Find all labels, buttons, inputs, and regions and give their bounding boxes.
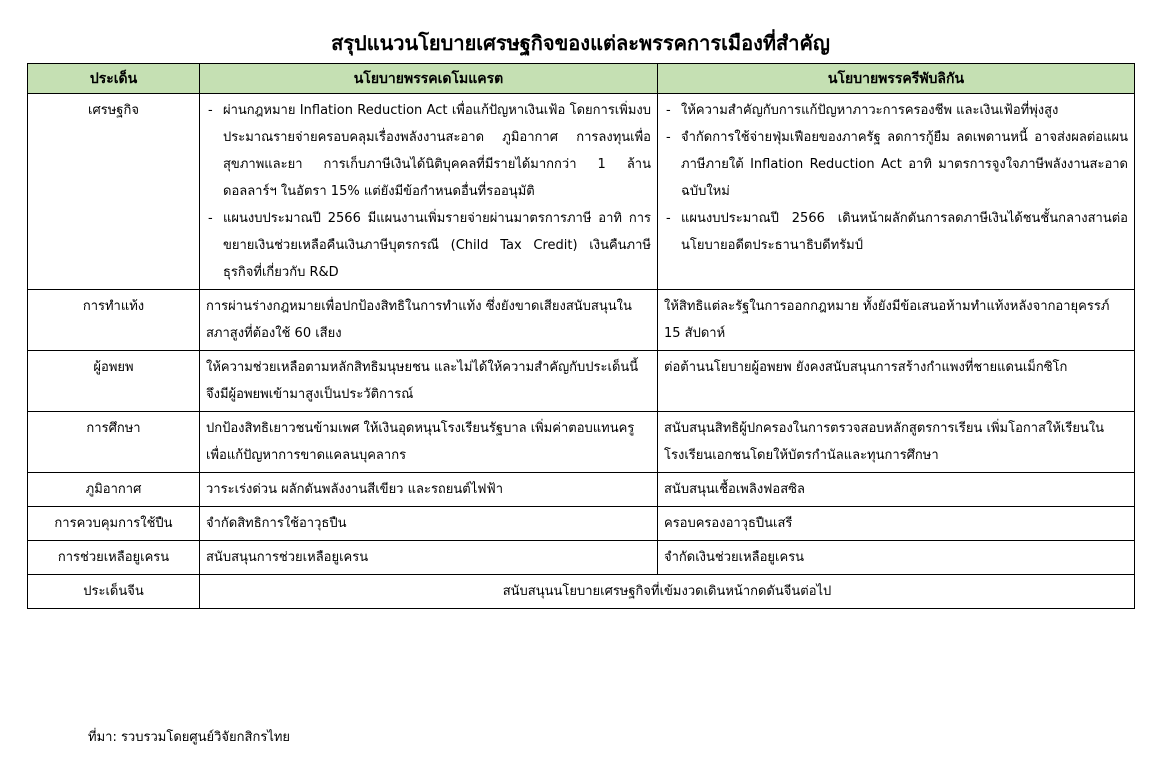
democrat-cell: จำกัดสิทธิการใช้อาวุธปืน	[200, 507, 658, 541]
republican-cell: ครอบครองอาวุธปืนเสรี	[658, 507, 1135, 541]
topic-cell: ประเด็นจีน	[28, 575, 200, 609]
table-row-economy	[28, 94, 1135, 290]
topic-cell: การทำแท้ง	[28, 290, 200, 351]
republican-cell: จำกัดเงินช่วยเหลือยูเครน	[658, 541, 1135, 575]
bullet-item: - จำกัดการใช้จ่ายฟุ่มเฟือยของภาครัฐ ลดการกู้ยืม ลดเพดานหนี้ อาจส่งผลต่อแผนภาษีภายใต้ Inflation Reduction Act อาทิ มาตรการจูงใจภาษีพลังงานสะอาดฉบับใหม่	[664, 124, 1128, 205]
source-note: ที่มา: รวบรวมโดยศูนย์วิจัยกสิกรไทย	[88, 730, 291, 745]
table-row-gun-control	[28, 507, 1135, 541]
table-row-china	[28, 575, 1135, 609]
table-row-education	[28, 412, 1135, 473]
table-row-ukraine-aid	[28, 541, 1135, 575]
republican-cell: สนับสนุนเชื้อเพลิงฟอสซิล	[658, 473, 1135, 507]
democrat-cell: ให้ความช่วยเหลือตามหลักสิทธิมนุษยชน และไม่ได้ให้ความสำคัญกับประเด็นนี้จึงมีผู้อพยพเข้ามาสูงเป็นประวัติการณ์	[200, 351, 658, 412]
table-row-immigration	[28, 351, 1135, 412]
topic-cell: ผู้อพยพ	[28, 351, 200, 412]
democrat-cell: สนับสนุนการช่วยเหลือยูเครน	[200, 541, 658, 575]
democrat-cell: ปกป้องสิทธิเยาวชนข้ามเพศ ให้เงินอุดหนุนโรงเรียนรัฐบาล เพิ่มค่าตอบแทนครูเพื่อแก้ปัญหาการขาดแคลนบุคลากร	[200, 412, 658, 473]
header-democrat: นโยบายพรรคเดโมแครต	[200, 64, 658, 94]
bullet-item: - ผ่านกฎหมาย Inflation Reduction Act เพื่อแก้ปัญหาเงินเฟ้อ โดยการเพิ่มงบประมาณรายจ่ายครอบคลุมเรื่องพลังงานสะอาด ภูมิอากาศ การลงทุนเพื่อสุขภาพและยา การเก็บภาษีเงินได้นิติบุคคลที่มีรายได้มากกว่า 1 ล้านดอลลาร์ฯ ในอัตรา 15% แต่ยังมีข้อกำหนดอื่นที่รออนุมัติ	[206, 97, 651, 205]
bullet-item: - แผนงบประมาณปี 2566 เดินหน้าผลักดันการลดภาษีเงินได้ชนชั้นกลางสานต่อนโยบายอดีตประธานาธิบดีทรัมป์	[664, 205, 1128, 259]
bullet-item: - แผนงบประมาณปี 2566 มีแผนงานเพิ่มรายจ่ายผ่านมาตรการภาษี อาทิ การขยายเงินช่วยเหลือคืนเงินภาษีบุตรกรณี (Child Tax Credit) เงินคืนภาษีธุรกิจที่เกี่ยวกับ R&D	[206, 205, 651, 286]
democrat-cell	[200, 94, 658, 290]
topic-cell: เศรษฐกิจ	[28, 94, 200, 290]
bullet-item: - ให้ความสำคัญกับการแก้ปัญหาภาวะการครองชีพ และเงินเฟ้อที่พุ่งสูง	[664, 97, 1128, 124]
republican-cell	[658, 94, 1135, 290]
democrat-cell: วาระเร่งด่วน ผลักดันพลังงานสีเขียว และรถยนต์ไฟฟ้า	[200, 473, 658, 507]
document-title: สรุปแนวนโยบายเศรษฐกิจของแต่ละพรรคการเมืองที่สำคัญ	[331, 31, 830, 55]
topic-cell: การศึกษา	[28, 412, 200, 473]
republican-cell: ต่อต้านนโยบายผู้อพยพ ยังคงสนับสนุนการสร้างกำแพงที่ชายแดนเม็กซิโก	[658, 351, 1135, 412]
democrat-bullet-list	[206, 97, 651, 286]
header-republican: นโยบายพรรครีพับลิกัน	[658, 64, 1135, 94]
republican-bullet-list	[664, 97, 1128, 259]
topic-cell: การช่วยเหลือยูเครน	[28, 541, 200, 575]
table-row-climate	[28, 473, 1135, 507]
republican-cell: ให้สิทธิแต่ละรัฐในการออกกฎหมาย ทั้งยังมีข้อเสนอห้ามทำแท้งหลังจากอายุครรภ์ 15 สัปดาห์	[658, 290, 1135, 351]
header-topic: ประเด็น	[28, 64, 200, 94]
democrat-cell: การผ่านร่างกฎหมายเพื่อปกป้องสิทธิในการทำแท้ง ซึ่งยังขาดเสียงสนับสนุนในสภาสูงที่ต้องใช้ 60 เสียง	[200, 290, 658, 351]
policy-comparison-table	[27, 63, 1135, 609]
republican-cell: สนับสนุนสิทธิผู้ปกครองในการตรวจสอบหลักสูตรการเรียน เพิ่มโอกาสให้เรียนในโรงเรียนเอกชนโดยให้บัตรกำนัลและทุนการศึกษา	[658, 412, 1135, 473]
shared-policy-cell: สนับสนุนนโยบายเศรษฐกิจที่เข้มงวดเดินหน้ากดดันจีนต่อไป	[200, 575, 1135, 609]
table-row-abortion	[28, 290, 1135, 351]
table-header-row	[28, 64, 1135, 94]
topic-cell: การควบคุมการใช้ปืน	[28, 507, 200, 541]
topic-cell: ภูมิอากาศ	[28, 473, 200, 507]
